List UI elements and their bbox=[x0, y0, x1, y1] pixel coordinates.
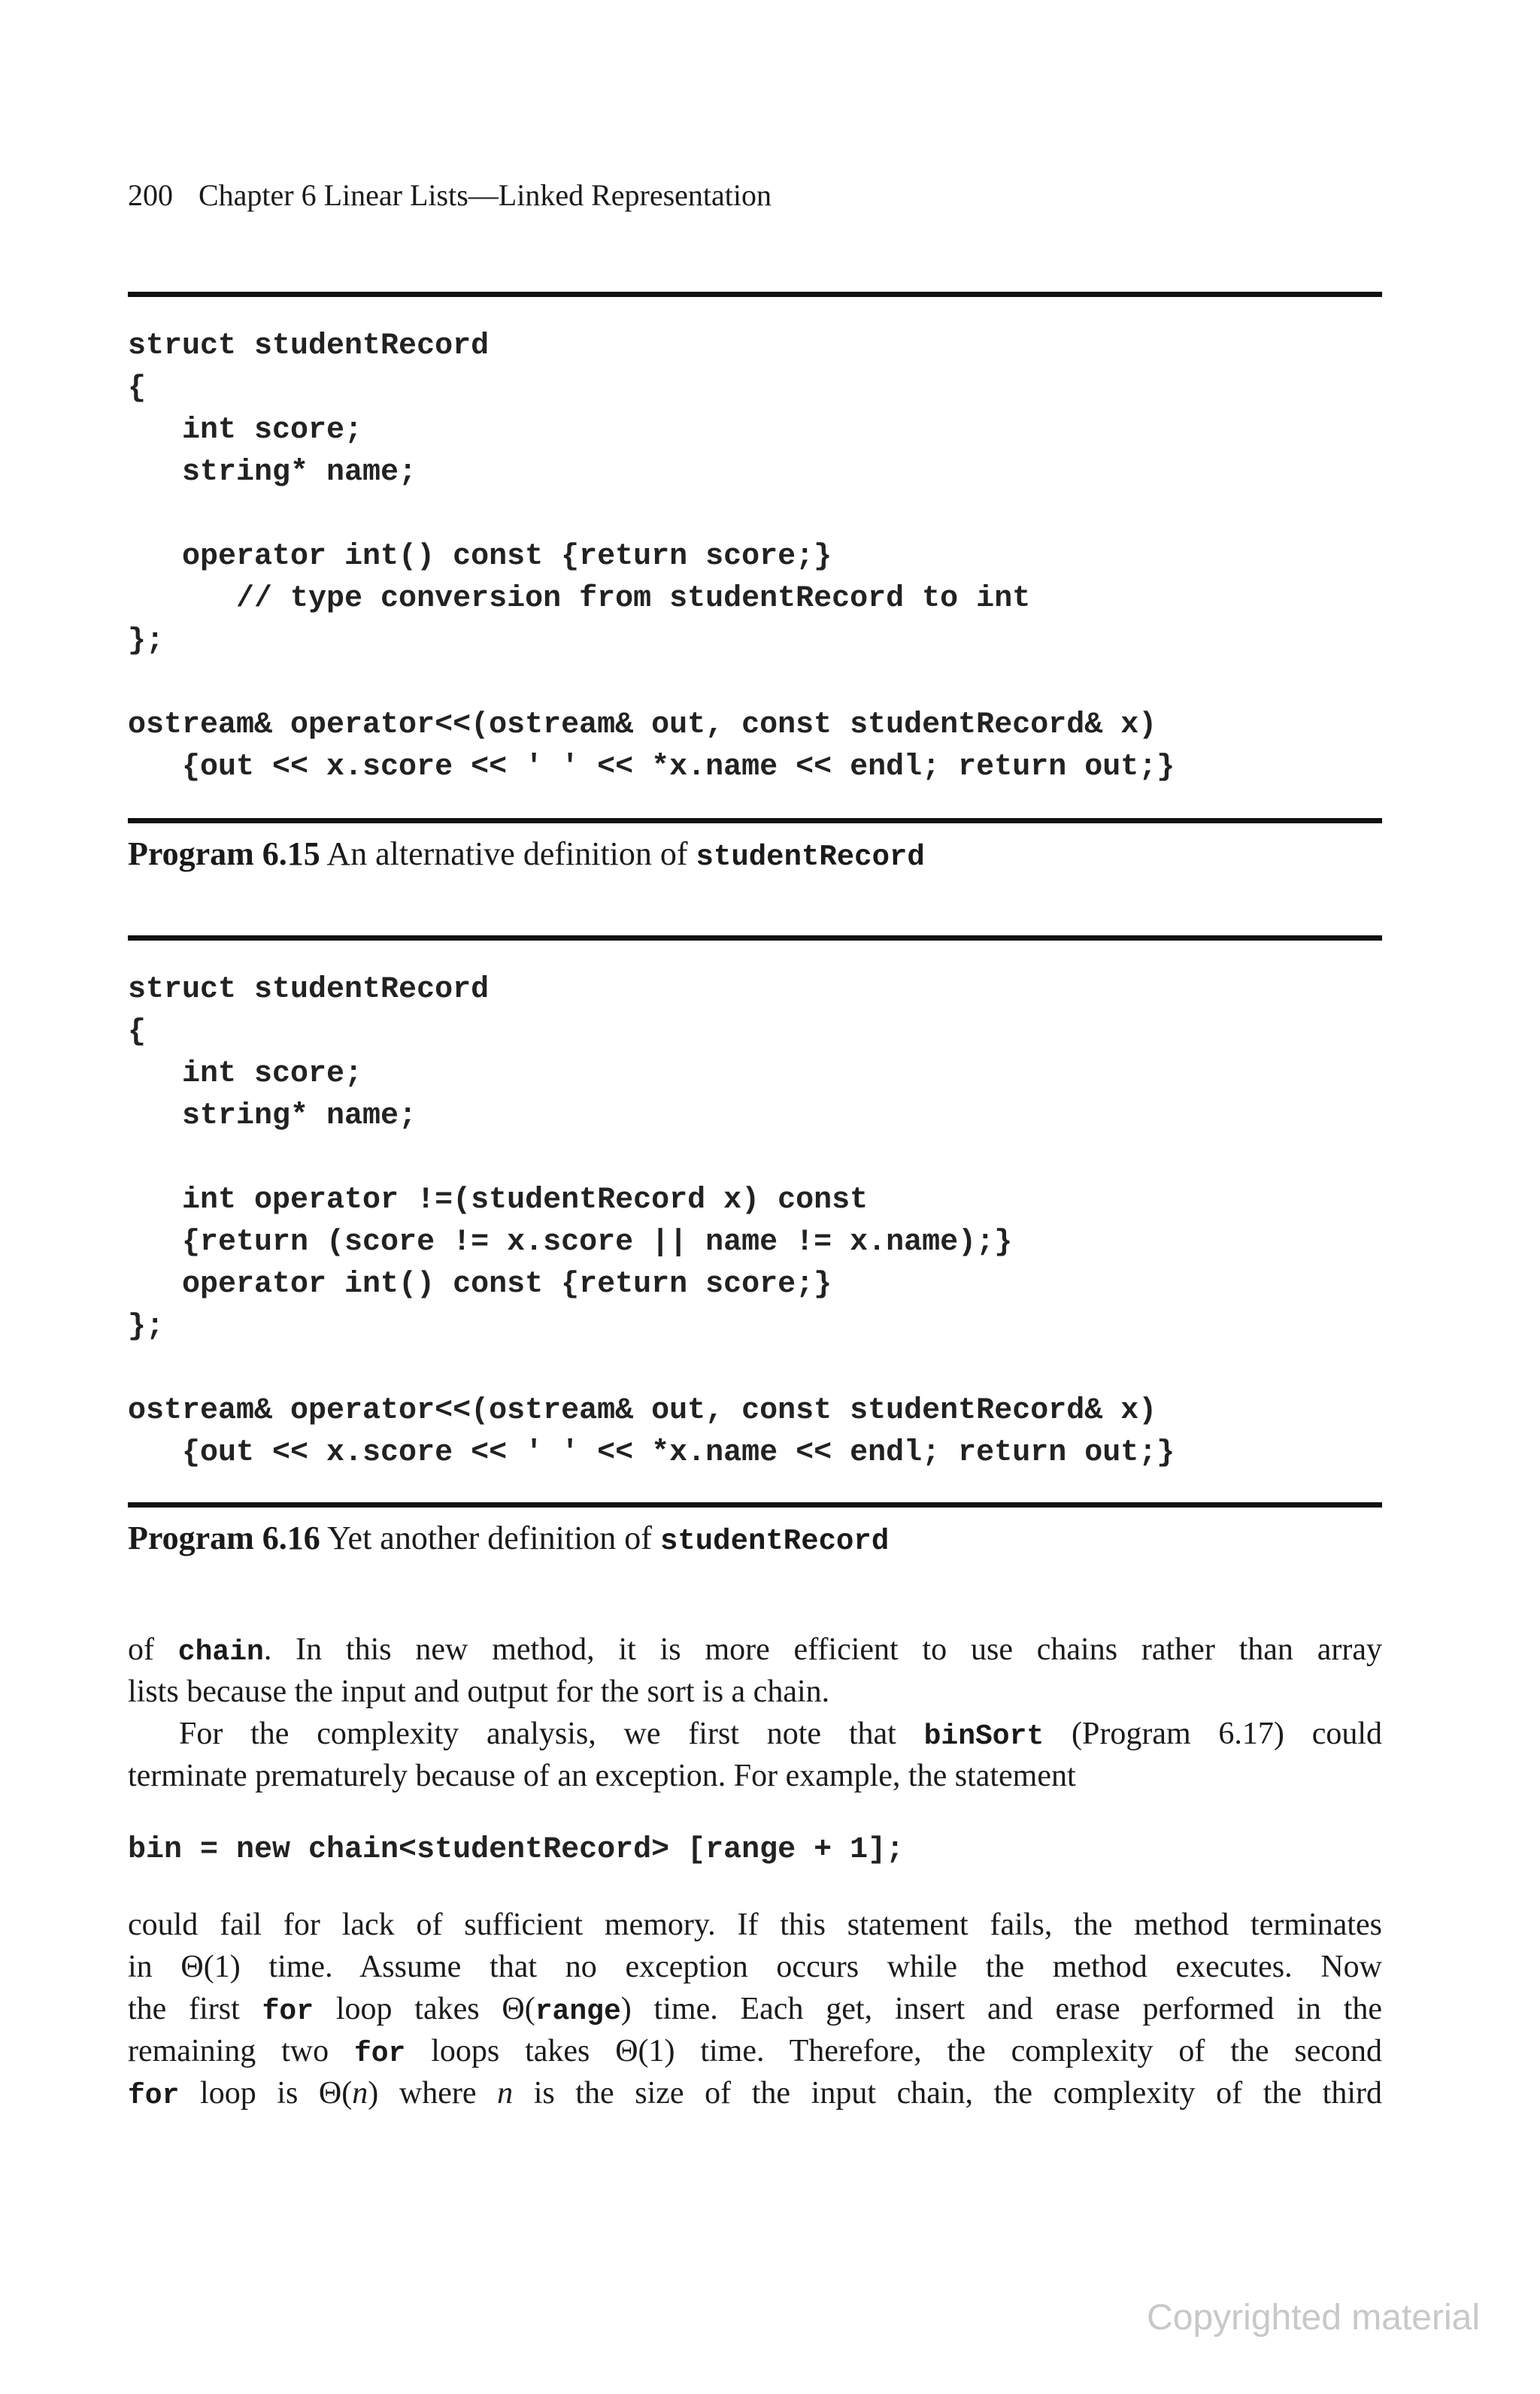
code-line: {out << x.score << ' ' << *x.name << endl; return out;} bbox=[128, 1436, 1175, 1470]
inline-code: for bbox=[353, 2038, 406, 2070]
paragraph-line: remaining two for loops takes Θ(1) time. Therefore, the complexity of the second bbox=[128, 2034, 1382, 2070]
math-var: n bbox=[497, 2076, 514, 2111]
code-line: ostream& operator<<(ostream& out, const studentRecord& x) bbox=[128, 1394, 1157, 1428]
program-top-rule bbox=[128, 292, 1382, 297]
code-line: {return (score != x.score || name != x.name);} bbox=[128, 1226, 1013, 1259]
code-line: string* name; bbox=[128, 456, 417, 489]
program-6-16-code bbox=[128, 973, 1175, 1470]
program-6-15-code bbox=[128, 329, 1175, 784]
paragraph-line: lists because the input and output for the sort is a chain. bbox=[128, 1674, 830, 1709]
code-line: operator int() const {return score;} bbox=[128, 540, 832, 574]
code-statement: bin = new chain<studentRecord> [range + 1]; bbox=[128, 1833, 905, 1867]
caption-text: Yet another definition of bbox=[320, 1520, 660, 1556]
code-line: }; bbox=[128, 1310, 165, 1344]
code-line: { bbox=[128, 1015, 147, 1049]
program-top-rule bbox=[128, 935, 1382, 941]
paragraph-line: for loop is Θ(n) where n is the size of the input chain, the complexity of the third bbox=[128, 2076, 1383, 2112]
code-line: }; bbox=[128, 624, 165, 658]
inline-code: binSort bbox=[923, 1720, 1044, 1753]
code-line: struct studentRecord bbox=[128, 329, 490, 363]
caption-code: studentRecord bbox=[696, 841, 925, 874]
caption-label: Program 6.15 bbox=[128, 835, 320, 872]
running-header bbox=[128, 177, 772, 213]
code-line: // type conversion from studentRecord to int bbox=[128, 582, 1031, 616]
code-line: operator int() const {return score;} bbox=[128, 1268, 832, 1302]
caption-code: studentRecord bbox=[659, 1525, 890, 1558]
program-6-15-caption bbox=[128, 835, 925, 874]
code-line: { bbox=[128, 371, 147, 405]
paragraph-line: the first for loop takes Θ(range) time. Each get, insert and erase performed in the bbox=[128, 1992, 1383, 2028]
inline-code: chain bbox=[177, 1636, 264, 1668]
paragraph-line: terminate prematurely because of an exception. For example, the statement bbox=[128, 1759, 1076, 1793]
caption-text: An alternative definition of bbox=[320, 835, 696, 872]
code-line: ostream& operator<<(ostream& out, const studentRecord& x) bbox=[128, 708, 1157, 742]
inline-code: for bbox=[128, 2080, 180, 2112]
page-number: 200 bbox=[128, 178, 173, 212]
code-line: int operator !=(studentRecord x) const bbox=[128, 1183, 869, 1217]
paragraph-line: of chain. In this new method, it is more efficient to use chains rather than array bbox=[128, 1632, 1382, 1668]
program-bottom-rule bbox=[128, 818, 1382, 823]
program-6-16-caption bbox=[128, 1519, 889, 1558]
code-line: int score; bbox=[128, 414, 363, 447]
inline-code: for bbox=[262, 1996, 314, 2028]
code-line: {out << x.score << ' ' << *x.name << endl; return out;} bbox=[128, 750, 1175, 784]
paragraph-line: in Θ(1) time. Assume that no exception occurs while the method executes. Now bbox=[128, 1950, 1382, 1984]
code-line: int score; bbox=[128, 1057, 363, 1091]
program-bottom-rule bbox=[128, 1502, 1382, 1508]
caption-label: Program 6.16 bbox=[128, 1520, 320, 1556]
paragraph-line: For the complexity analysis, we first note that binSort (Program 6.17) could bbox=[179, 1717, 1382, 1753]
code-line: struct studentRecord bbox=[128, 973, 490, 1007]
copyright-watermark: Copyrighted material bbox=[1147, 2298, 1480, 2338]
code-line: string* name; bbox=[128, 1099, 417, 1133]
math-var: n bbox=[352, 2076, 368, 2111]
inline-code: range bbox=[535, 1996, 621, 2028]
paragraph-line: could fail for lack of sufficient memory. If this statement fails, the method terminates bbox=[128, 1908, 1382, 1942]
running-title: Chapter 6 Linear Lists—Linked Representation bbox=[199, 178, 772, 212]
